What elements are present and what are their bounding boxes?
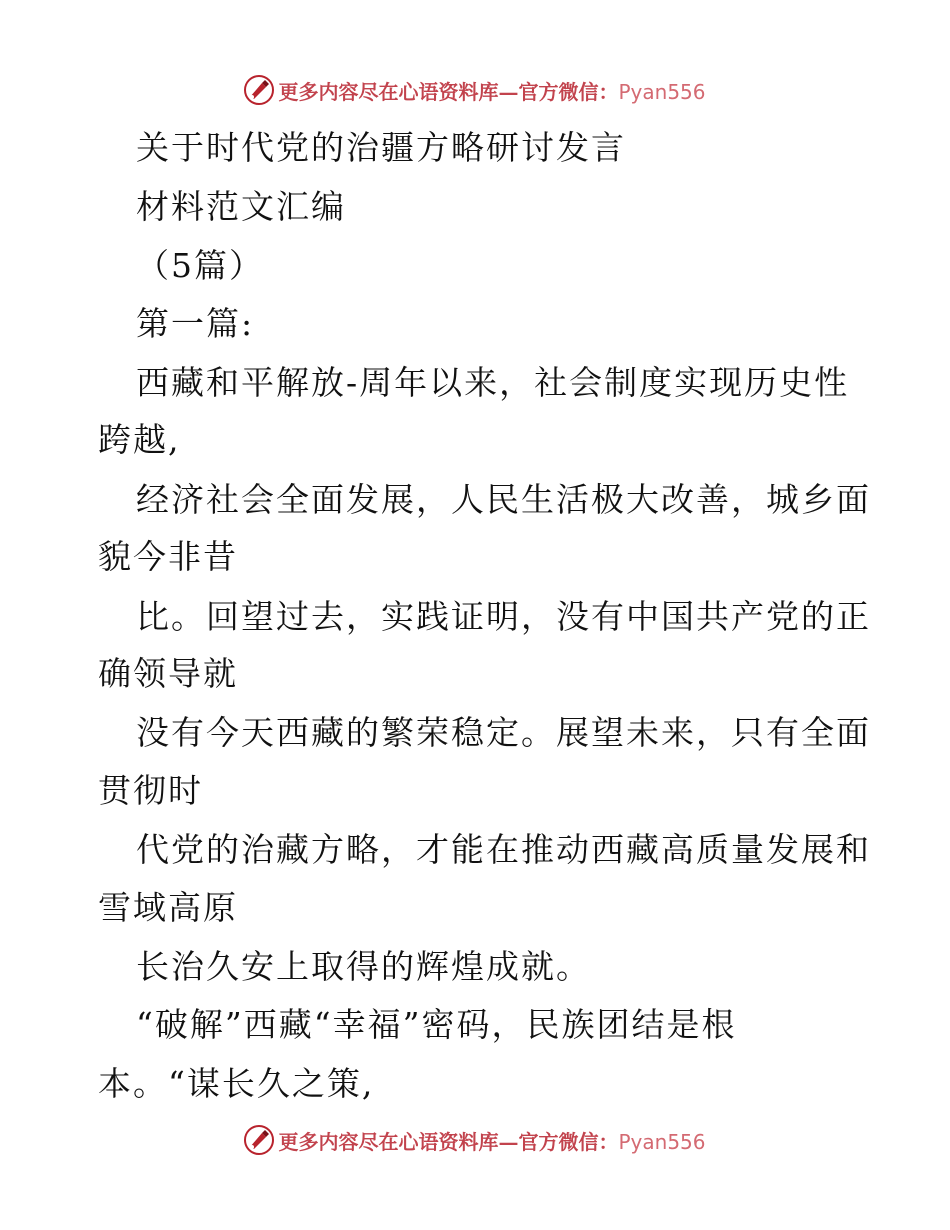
doc-title-line-2: 材料范文汇编 <box>136 187 346 226</box>
doc-text-line: 比。回望过去，实践证明，没有中国共产党的正 <box>136 597 871 636</box>
doc-title-line-1: 关于时代党的治疆方略研讨发言 <box>136 128 626 167</box>
doc-text-line: 没有今天西藏的繁荣稳定。展望未来，只有全面 <box>136 713 871 752</box>
doc-text-line: 跨越, <box>98 420 181 459</box>
doc-text-line: “破解”西藏“幸福”密码，民族团结是根 <box>136 1005 737 1044</box>
pen-logo-icon <box>244 1125 274 1155</box>
pen-logo-icon <box>244 75 274 105</box>
doc-text-line: 确领导就 <box>98 654 238 693</box>
doc-text-line: 贯彻时 <box>98 771 203 810</box>
doc-text-line: 长治久安上取得的辉煌成就。 <box>136 947 591 986</box>
watermark-text: 更多内容尽在心语资料库—官方微信：Pyan556 <box>278 79 706 104</box>
doc-text-line: 代党的治藏方略，才能在推动西藏高质量发展和 <box>136 830 871 869</box>
doc-text-line: 西藏和平解放-周年以来，社会制度实现历史性 <box>136 363 850 402</box>
doc-section-heading: 第一篇: <box>136 304 255 343</box>
watermark-text: 更多内容尽在心语资料库—官方微信：Pyan556 <box>278 1129 706 1154</box>
doc-text-line: 雪域高原 <box>98 888 238 927</box>
footer-watermark <box>0 1120 950 1160</box>
doc-text-line: 经济社会全面发展，人民生活极大改善，城乡面 <box>136 480 871 519</box>
doc-text-line: 貌今非昔 <box>98 537 238 576</box>
doc-text-line: 本。“谋长久之策, <box>98 1064 375 1103</box>
doc-article-count: （5篇） <box>136 246 264 285</box>
header-watermark <box>0 70 950 110</box>
